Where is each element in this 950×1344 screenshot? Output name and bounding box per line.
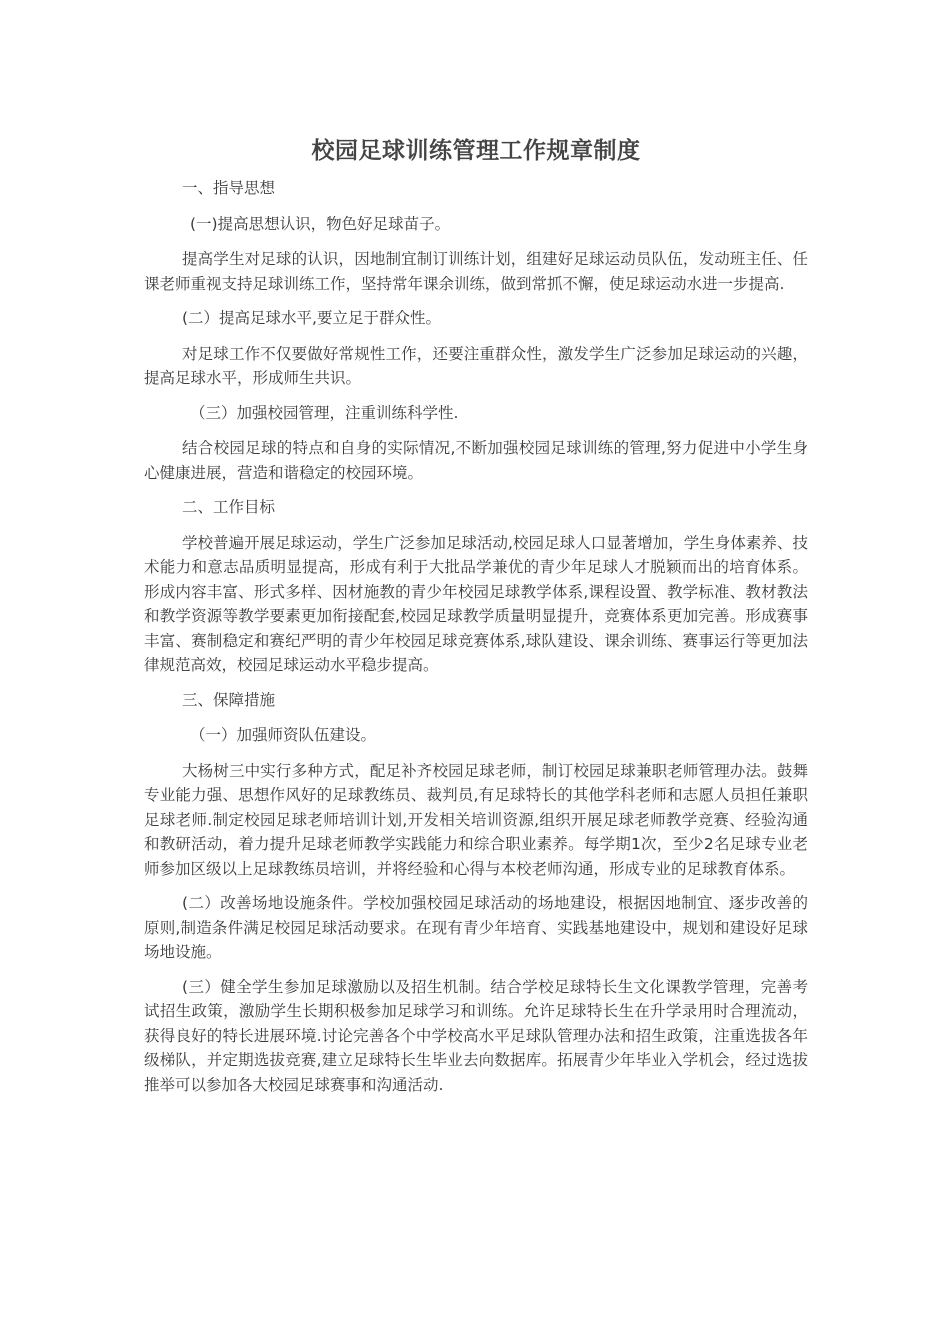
paragraph: 学校普遍开展足球运动，学生广泛参加足球活动,校园足球人口显著增加，学生身体素养、技术能力和意志品质明显提高，形成有利于大批品学兼优的青少年足球人才脱颖而出的培育体系。形成内容丰富、形式多样、因材施教的青少年校园足球教学体系,课程设置、教学标准、教材教法和教学资源等教学要素更加衔接配套,校园足球教学质量明显提升，竞赛体系更加完善。形成赛事丰富、赛制稳定和赛纪严明的青少年校园足球竞赛体系,球队建设、课余训练、赛事运行等更加法律规范高效，校园足球运动水平稳步提高。 bbox=[144, 533, 808, 674]
section-work-goals bbox=[144, 495, 808, 678]
section-guiding-ideology bbox=[144, 176, 808, 485]
subsection-heading: (一)提高思想认识，物色好足球苗子。 bbox=[190, 214, 451, 233]
section-heading: 三、保障措施 bbox=[182, 690, 276, 709]
paragraph: 提高学生对足球的认识，因地制宜制订训练计划，组建好足球运动员队伍，发动班主任、任课老师重视支持足球训练工作，坚持常年课余训练，做到常抓不懈，使足球运动水进一步提高. bbox=[144, 250, 808, 293]
document-page bbox=[144, 134, 808, 1107]
section-heading: 一、指导思想 bbox=[182, 179, 276, 197]
paragraph: (三）健全学生参加足球激励以及招生机制。结合学校足球特长生文化课教学管理，完善考试招生政策，激励学生长期积极参加足球学习和训练。允许足球特长生在升学录用时合理流动，获得良好的特长进展环境.讨论完善各个中学校高水平足球队管理办法和招生政策，注重选拔各年级梯队，并定期选拔竞赛,建立足球特长生毕业去向数据库。拓展青少年毕业入学机会，经过选拔推举可以参加各大校园足球赛事和沟通活动. bbox=[144, 977, 808, 1094]
document-title: 校园足球训练管理工作规章制度 bbox=[311, 138, 641, 164]
subsection-heading: （三）加强校园管理，注重训练科学性. bbox=[190, 403, 459, 422]
section-safeguard-measures bbox=[144, 688, 808, 1098]
paragraph: 大杨树三中实行多种方式，配足补齐校园足球老师，制订校园足球兼职老师管理办法。鼓舞专业能力强、思想作风好的足球教练员、裁判员,有足球特长的其他学科老师和志愿人员担任兼职足球老师.制定校园足球老师培训计划,开发相关培训资源,组织开展足球老师教学竞赛、经验沟通和教研活动，着力提升足球老师教学实践能力和综合职业素养。每学期1次，至少2名足球专业老师参加区级以上足球教练员培训，并将经验和心得与本校老师沟通，形成专业的足球教育体系。 bbox=[144, 761, 808, 878]
paragraph: 对足球工作不仅要做好常规性工作，还要注重群众性，激发学生广泛参加足球运动的兴趣，提高足球水平，形成师生共识。 bbox=[144, 344, 808, 387]
subsection-heading: （一）加强师资队伍建设。 bbox=[190, 726, 377, 744]
section-heading: 二、工作目标 bbox=[182, 498, 276, 516]
paragraph: (二）改善场地设施条件。学校加强校园足球活动的场地建设，根据因地制宜、逐步改善的原则,制造条件满足校园足球活动要求。在现有青少年培育、实践基地建设中，规划和建设好足球场地设施。 bbox=[144, 894, 808, 961]
paragraph: 结合校园足球的特点和自身的实际情况,不断加强校园足球训练的管理,努力促进中小学生身心健康进展，营造和谐稳定的校园环境。 bbox=[144, 439, 808, 482]
subsection-heading: (二）提高足球水平,要立足于群众性。 bbox=[182, 309, 441, 327]
